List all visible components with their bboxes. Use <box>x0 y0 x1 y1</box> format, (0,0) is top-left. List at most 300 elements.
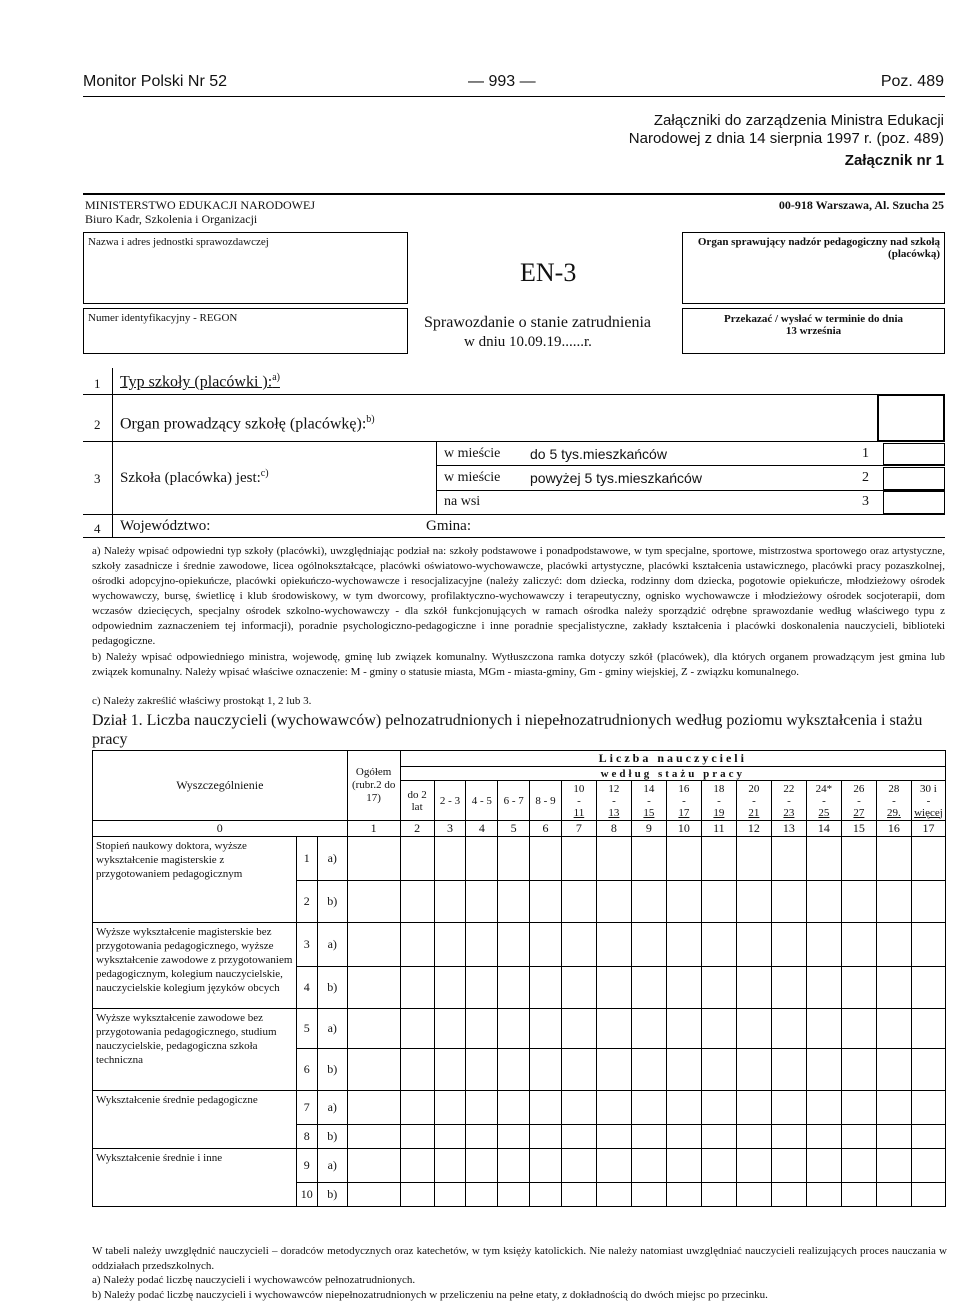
data-cell[interactable] <box>771 1049 806 1091</box>
col-number: 11 <box>701 821 736 837</box>
q2-number: 2 <box>94 417 101 432</box>
q4-label: Województwo: <box>120 518 211 534</box>
table-row <box>93 1149 946 1183</box>
col-range: 2 - 3 <box>434 781 466 821</box>
data-cell[interactable] <box>666 1091 701 1125</box>
data-cell[interactable] <box>596 1049 631 1091</box>
row-number: 9 <box>296 1149 317 1183</box>
data-cell[interactable] <box>736 923 771 967</box>
data-cell[interactable] <box>466 967 498 1009</box>
data-cell[interactable] <box>400 1091 434 1125</box>
data-cell[interactable] <box>400 1183 434 1207</box>
data-cell[interactable] <box>498 1009 530 1049</box>
data-cell[interactable] <box>466 1049 498 1091</box>
q3-option-1-code: 1 <box>862 446 869 461</box>
data-cell[interactable] <box>400 1149 434 1183</box>
data-cell[interactable] <box>771 967 806 1009</box>
bottom-note-2: a) Należy podać liczbę nauczycieli i wychowawców pełnozatrudnionych. <box>92 1274 416 1286</box>
col-range-to: 19 <box>713 806 725 819</box>
row-suffix: b) <box>317 1125 347 1149</box>
data-cell[interactable] <box>434 923 466 967</box>
data-cell[interactable] <box>498 967 530 1009</box>
report-date: w dniu 10.09.19......r. <box>464 334 592 350</box>
data-cell[interactable] <box>466 923 498 967</box>
data-cell[interactable] <box>347 923 400 967</box>
data-cell[interactable] <box>347 1125 400 1149</box>
col-range-dash: - <box>752 794 756 807</box>
bottom-note-1: W tabeli należy uwzględnić nauczycieli – doradców metodycznych oraz katechetów, w tym księży katolickich. Nie należy natomiast uwzględniać nauczycieli realizujących proces nauczania w oddziałach przedszkolnych. <box>92 1245 947 1272</box>
data-cell[interactable] <box>596 837 631 881</box>
col-do2: do 2 lat <box>400 781 434 821</box>
data-cell[interactable] <box>666 1125 701 1149</box>
data-cell[interactable] <box>400 967 434 1009</box>
data-cell[interactable] <box>771 1091 806 1125</box>
data-cell[interactable] <box>841 1183 876 1207</box>
data-cell[interactable] <box>530 1183 562 1207</box>
deadline-line-2: 13 września <box>785 325 842 337</box>
data-cell[interactable] <box>876 1149 911 1183</box>
row-suffix: b) <box>317 967 347 1009</box>
data-cell[interactable] <box>498 1091 530 1125</box>
organ-box[interactable] <box>682 232 945 304</box>
row-suffix: a) <box>317 1149 347 1183</box>
col-range-to: 13 <box>608 806 620 819</box>
row-suffix: a) <box>317 923 347 967</box>
row-description: Wykształcenie średnie i inne <box>93 1149 297 1207</box>
row-number: 3 <box>296 923 317 967</box>
data-cell[interactable] <box>530 967 562 1009</box>
q3-label <box>120 468 269 487</box>
data-cell[interactable] <box>466 1125 498 1149</box>
data-cell[interactable] <box>466 1183 498 1207</box>
row-number: 2 <box>296 881 317 923</box>
data-cell[interactable] <box>841 1049 876 1091</box>
data-cell[interactable] <box>701 1183 736 1207</box>
data-cell[interactable] <box>911 1049 945 1091</box>
data-cell[interactable] <box>530 923 562 967</box>
data-cell[interactable] <box>498 1183 530 1207</box>
q3-opt-vertical <box>436 441 437 514</box>
q3-option-2-place: w mieście <box>444 470 501 485</box>
attachment-title: Załącznik nr 1 <box>844 152 944 169</box>
data-cell[interactable] <box>596 1183 631 1207</box>
data-cell[interactable] <box>400 1009 434 1049</box>
data-cell[interactable] <box>434 1009 466 1049</box>
footnote-b: b) Należy wpisać odpowiedniego ministra, wojewodę, gminę lub związek komunalny. Wytłuszczona ramka dotyczy szkół (placówek), dla których organem prowadzącym jest gmina lub związek komunalny. Należy wpisać właściwe oznaczenie: M - gminy o statusie miasta, MGm - miasta-gminy, Gm - gminy wiejskiej, Z - związku komunalnego. <box>92 651 945 678</box>
data-cell[interactable] <box>771 1183 806 1207</box>
data-cell[interactable] <box>434 1183 466 1207</box>
data-cell[interactable] <box>561 923 596 967</box>
data-cell[interactable] <box>498 1049 530 1091</box>
data-cell[interactable] <box>911 923 945 967</box>
data-cell[interactable] <box>736 837 771 881</box>
data-cell[interactable] <box>841 1091 876 1125</box>
col-range-to: 23 <box>783 806 795 819</box>
row-suffix: a) <box>317 1091 347 1125</box>
data-cell[interactable] <box>911 1149 945 1183</box>
ministry-address: 00-918 Warszawa, Al. Szucha 25 <box>778 198 944 212</box>
col-range-to: 17 <box>678 806 690 819</box>
q1-label <box>120 372 280 391</box>
data-cell[interactable] <box>911 881 945 923</box>
deadline-line-1: Przekazać / wysłać w terminie do dnia <box>723 313 904 325</box>
data-cell[interactable] <box>806 967 841 1009</box>
position-number: Poz. 489 <box>880 73 944 90</box>
col-number: 5 <box>498 821 530 837</box>
data-cell[interactable] <box>841 923 876 967</box>
col-number: 1 <box>347 821 400 837</box>
data-cell[interactable] <box>561 837 596 881</box>
ministry-name: MINISTERSTWO EDUKACJI NARODOWEJ <box>85 198 315 212</box>
data-cell[interactable] <box>841 1125 876 1149</box>
data-cell[interactable] <box>911 967 945 1009</box>
q4-gmina: Gmina: <box>426 518 471 534</box>
data-cell[interactable] <box>806 1009 841 1049</box>
col-number: 3 <box>434 821 466 837</box>
data-cell[interactable] <box>596 881 631 923</box>
data-cell[interactable] <box>736 967 771 1009</box>
data-cell[interactable] <box>876 1091 911 1125</box>
data-cell[interactable] <box>466 1149 498 1183</box>
data-cell[interactable] <box>841 1149 876 1183</box>
data-cell[interactable] <box>666 1183 701 1207</box>
data-cell[interactable] <box>561 1049 596 1091</box>
data-cell[interactable] <box>701 1049 736 1091</box>
q3-sup: c) <box>260 468 269 479</box>
data-cell[interactable] <box>666 923 701 967</box>
col-number: 2 <box>400 821 434 837</box>
data-cell[interactable] <box>631 923 666 967</box>
data-cell[interactable] <box>666 1049 701 1091</box>
col-range-to: 27 <box>853 806 865 819</box>
data-cell[interactable] <box>498 881 530 923</box>
col-range-from: 18 <box>713 782 725 795</box>
data-cell[interactable] <box>701 1149 736 1183</box>
row-number: 8 <box>296 1125 317 1149</box>
organ-label: Organ sprawujący nadzór pedagogiczny nad szkołą (placówką) <box>697 236 940 260</box>
q3-option-3-code: 3 <box>862 494 869 509</box>
q-rule-3 <box>83 514 945 515</box>
q3-option-1-size: do 5 tys.mieszkańców <box>530 446 667 462</box>
col-number: 9 <box>631 821 666 837</box>
data-cell[interactable] <box>434 837 466 881</box>
col-range: 8 - 9 <box>530 781 562 821</box>
data-cell[interactable] <box>596 1149 631 1183</box>
data-cell[interactable] <box>736 1049 771 1091</box>
data-cell[interactable] <box>347 1049 400 1091</box>
data-cell[interactable] <box>771 837 806 881</box>
data-cell[interactable] <box>347 881 400 923</box>
col-number: 17 <box>911 821 945 837</box>
data-cell[interactable] <box>876 923 911 967</box>
data-cell[interactable] <box>736 1149 771 1183</box>
data-cell[interactable] <box>561 1183 596 1207</box>
q3-text: Szkoła (placówka) jest: <box>120 470 261 486</box>
data-cell[interactable] <box>666 1149 701 1183</box>
data-cell[interactable] <box>530 1149 562 1183</box>
data-cell[interactable] <box>911 837 945 881</box>
data-cell[interactable] <box>771 923 806 967</box>
deadline-box <box>682 308 945 354</box>
header-total: Ogółem (rubr.2 do 17) <box>347 751 400 821</box>
data-cell[interactable] <box>530 1125 562 1149</box>
row-number: 1 <box>296 837 317 881</box>
data-cell[interactable] <box>434 881 466 923</box>
row-suffix: b) <box>317 881 347 923</box>
data-cell[interactable] <box>911 1125 945 1149</box>
data-cell[interactable] <box>561 1125 596 1149</box>
q1-number: 1 <box>94 376 101 391</box>
data-cell[interactable] <box>596 967 631 1009</box>
data-cell[interactable] <box>498 837 530 881</box>
col-number: 12 <box>736 821 771 837</box>
table-row <box>93 837 946 881</box>
data-cell[interactable] <box>736 1183 771 1207</box>
data-cell[interactable] <box>876 1183 911 1207</box>
data-cell[interactable] <box>771 1125 806 1149</box>
data-cell[interactable] <box>561 1091 596 1125</box>
col-range-dash: - <box>612 794 616 807</box>
col-range-dash: - <box>682 794 686 807</box>
data-cell[interactable] <box>631 837 666 881</box>
data-cell[interactable] <box>701 1125 736 1149</box>
data-cell[interactable] <box>806 1149 841 1183</box>
data-cell[interactable] <box>841 881 876 923</box>
unit-name-label: Nazwa i adres jednostki sprawozdawczej <box>88 236 269 248</box>
data-cell[interactable] <box>701 881 736 923</box>
data-cell[interactable] <box>806 1049 841 1091</box>
data-cell[interactable] <box>876 837 911 881</box>
col-range <box>841 781 876 821</box>
page-number: — 993 — <box>468 73 536 90</box>
bottom-note-3: b) Należy podać liczbę nauczycieli i wychowawców niepełnozatrudnionych w przeliczeniu na pełne etaty, z dokładnością do dwóch miejsc po przecinku. <box>92 1289 768 1301</box>
data-cell[interactable] <box>701 923 736 967</box>
col-range <box>736 781 771 821</box>
col-number: 4 <box>466 821 498 837</box>
col-range-from: 22 <box>783 782 795 795</box>
data-cell[interactable] <box>876 881 911 923</box>
journal-title: Monitor Polski Nr 52 <box>83 73 228 90</box>
regon-box[interactable] <box>83 308 408 354</box>
q3-check-box-1[interactable] <box>883 443 945 465</box>
data-cell[interactable] <box>736 1125 771 1149</box>
data-cell[interactable] <box>806 923 841 967</box>
col-range-dash: - <box>857 794 861 807</box>
q3-option-2-size: powyżej 5 tys.mieszkańców <box>530 470 702 486</box>
data-cell[interactable] <box>771 881 806 923</box>
data-cell[interactable] <box>466 1091 498 1125</box>
data-cell[interactable] <box>806 881 841 923</box>
data-cell[interactable] <box>701 1091 736 1125</box>
data-cell[interactable] <box>666 1009 701 1049</box>
header-rule <box>83 96 945 97</box>
q4-number: 4 <box>94 521 101 536</box>
row-number: 6 <box>296 1049 317 1091</box>
data-cell[interactable] <box>841 837 876 881</box>
q3-number: 3 <box>94 471 101 486</box>
data-cell[interactable] <box>400 1125 434 1149</box>
table-row <box>93 1009 946 1049</box>
data-cell[interactable] <box>631 1149 666 1183</box>
data-cell[interactable] <box>347 1149 400 1183</box>
data-cell[interactable] <box>561 881 596 923</box>
data-cell[interactable] <box>530 837 562 881</box>
data-cell[interactable] <box>400 1049 434 1091</box>
data-cell[interactable] <box>911 1091 945 1125</box>
col-number: 0 <box>93 821 348 837</box>
col-range-dash: - <box>892 794 896 807</box>
data-cell[interactable] <box>911 1183 945 1207</box>
q3-option-3-place: na wsi <box>444 494 481 509</box>
data-cell[interactable] <box>434 1049 466 1091</box>
data-cell[interactable] <box>701 1009 736 1049</box>
data-cell[interactable] <box>596 1009 631 1049</box>
col-range-from: 10 <box>573 782 585 795</box>
data-cell[interactable] <box>666 881 701 923</box>
data-cell[interactable] <box>631 1183 666 1207</box>
col-range-from: 28 <box>888 782 900 795</box>
data-cell[interactable] <box>771 1009 806 1049</box>
data-cell[interactable] <box>347 1183 400 1207</box>
row-suffix: a) <box>317 837 347 881</box>
data-cell[interactable] <box>806 1125 841 1149</box>
data-cell[interactable] <box>347 1091 400 1125</box>
col-range <box>631 781 666 821</box>
data-cell[interactable] <box>434 1149 466 1183</box>
data-cell[interactable] <box>631 967 666 1009</box>
data-cell[interactable] <box>666 837 701 881</box>
unit-name-box[interactable] <box>83 232 408 304</box>
col-range-from: 30 i <box>920 782 937 795</box>
bureau-name: Biuro Kadr, Szkolenia i Organizacji <box>85 212 258 226</box>
data-cell[interactable] <box>596 1125 631 1149</box>
data-cell[interactable] <box>530 1009 562 1049</box>
teachers-table <box>92 750 946 1207</box>
q3-check-box-3[interactable] <box>883 491 945 514</box>
data-cell[interactable] <box>806 837 841 881</box>
q1-sup: a) <box>272 372 280 383</box>
row-number: 5 <box>296 1009 317 1049</box>
col-range-dash: - <box>787 794 791 807</box>
data-cell[interactable] <box>466 1009 498 1049</box>
table-row <box>93 923 946 967</box>
q2-sup: b) <box>366 414 375 425</box>
data-cell[interactable] <box>347 967 400 1009</box>
data-cell[interactable] <box>434 1091 466 1125</box>
col-range-dash: - <box>822 794 826 807</box>
data-cell[interactable] <box>701 837 736 881</box>
col-range <box>701 781 736 821</box>
col-number: 8 <box>596 821 631 837</box>
col-range <box>596 781 631 821</box>
data-cell[interactable] <box>498 1125 530 1149</box>
data-cell[interactable] <box>876 967 911 1009</box>
data-cell[interactable] <box>631 1049 666 1091</box>
report-title: Sprawozdanie o stanie zatrudnienia <box>424 314 652 331</box>
data-cell[interactable] <box>400 881 434 923</box>
col-number: 13 <box>771 821 806 837</box>
footnote-c: c) Należy zakreślić właściwy prostokąt 1, 2 lub 3. <box>92 695 312 707</box>
q3-opt-rule-2 <box>436 490 945 491</box>
data-cell[interactable] <box>911 1009 945 1049</box>
data-cell[interactable] <box>498 1149 530 1183</box>
data-cell[interactable] <box>841 967 876 1009</box>
data-cell[interactable] <box>876 1125 911 1149</box>
data-cell[interactable] <box>530 881 562 923</box>
data-cell[interactable] <box>561 1149 596 1183</box>
q3-check-box-2[interactable] <box>883 467 945 490</box>
data-cell[interactable] <box>631 881 666 923</box>
col-range-from: 14 <box>643 782 655 795</box>
row-number: 10 <box>296 1183 317 1207</box>
data-cell[interactable] <box>347 1009 400 1049</box>
q-rule-4 <box>83 537 945 538</box>
col-number: 16 <box>876 821 911 837</box>
data-cell[interactable] <box>701 967 736 1009</box>
data-cell[interactable] <box>666 967 701 1009</box>
row-description: Stopień naukowy doktora, wyższe wykształcenie magisterskie z przygotowaniem pedagogicznym <box>93 837 297 923</box>
col-range <box>806 781 841 821</box>
data-cell[interactable] <box>466 837 498 881</box>
data-cell[interactable] <box>806 1183 841 1207</box>
q-vertical <box>112 368 113 537</box>
data-cell[interactable] <box>876 1009 911 1049</box>
form-top-rule <box>83 193 945 195</box>
data-cell[interactable] <box>498 923 530 967</box>
data-cell[interactable] <box>736 881 771 923</box>
organ-code-box[interactable] <box>877 394 945 442</box>
q3-opt-rule-1 <box>436 465 945 466</box>
data-cell[interactable] <box>771 1149 806 1183</box>
col-range-dash: - <box>647 794 651 807</box>
data-cell[interactable] <box>631 1091 666 1125</box>
data-cell[interactable] <box>561 967 596 1009</box>
data-cell[interactable] <box>631 1009 666 1049</box>
col-range <box>666 781 701 821</box>
data-cell[interactable] <box>530 1091 562 1125</box>
data-cell[interactable] <box>736 1009 771 1049</box>
data-cell[interactable] <box>434 967 466 1009</box>
data-cell[interactable] <box>736 1091 771 1125</box>
data-cell[interactable] <box>596 1091 631 1125</box>
col-range-dash: - <box>926 794 931 807</box>
col-range-from: 16 <box>678 782 690 795</box>
data-cell[interactable] <box>530 1049 562 1091</box>
data-cell[interactable] <box>841 1009 876 1049</box>
data-cell[interactable] <box>596 923 631 967</box>
data-cell[interactable] <box>434 1125 466 1149</box>
col-range-to: więcej <box>914 806 943 819</box>
data-cell[interactable] <box>876 1049 911 1091</box>
col-range <box>771 781 806 821</box>
data-cell[interactable] <box>466 881 498 923</box>
data-cell[interactable] <box>400 923 434 967</box>
data-cell[interactable] <box>400 837 434 881</box>
row-number: 7 <box>296 1091 317 1125</box>
col-range-from: 26 <box>853 782 865 795</box>
data-cell[interactable] <box>631 1125 666 1149</box>
data-cell[interactable] <box>347 837 400 881</box>
col-range <box>561 781 596 821</box>
data-cell[interactable] <box>806 1091 841 1125</box>
row-description: Wyższe wykształcenie zawodowe bez przygotowania pedagogicznego, studium nauczycielskie, pedagogiczna szkoła techniczna <box>93 1009 297 1091</box>
row-suffix: b) <box>317 1183 347 1207</box>
attachment-line-1: Załączniki do zarządzenia Ministra Edukacji <box>653 112 944 129</box>
regon-label: Numer identyfikacyjny - REGON <box>88 312 238 324</box>
col-range-to: 29. <box>887 806 901 819</box>
data-cell[interactable] <box>561 1009 596 1049</box>
col-range: 4 - 5 <box>466 781 498 821</box>
